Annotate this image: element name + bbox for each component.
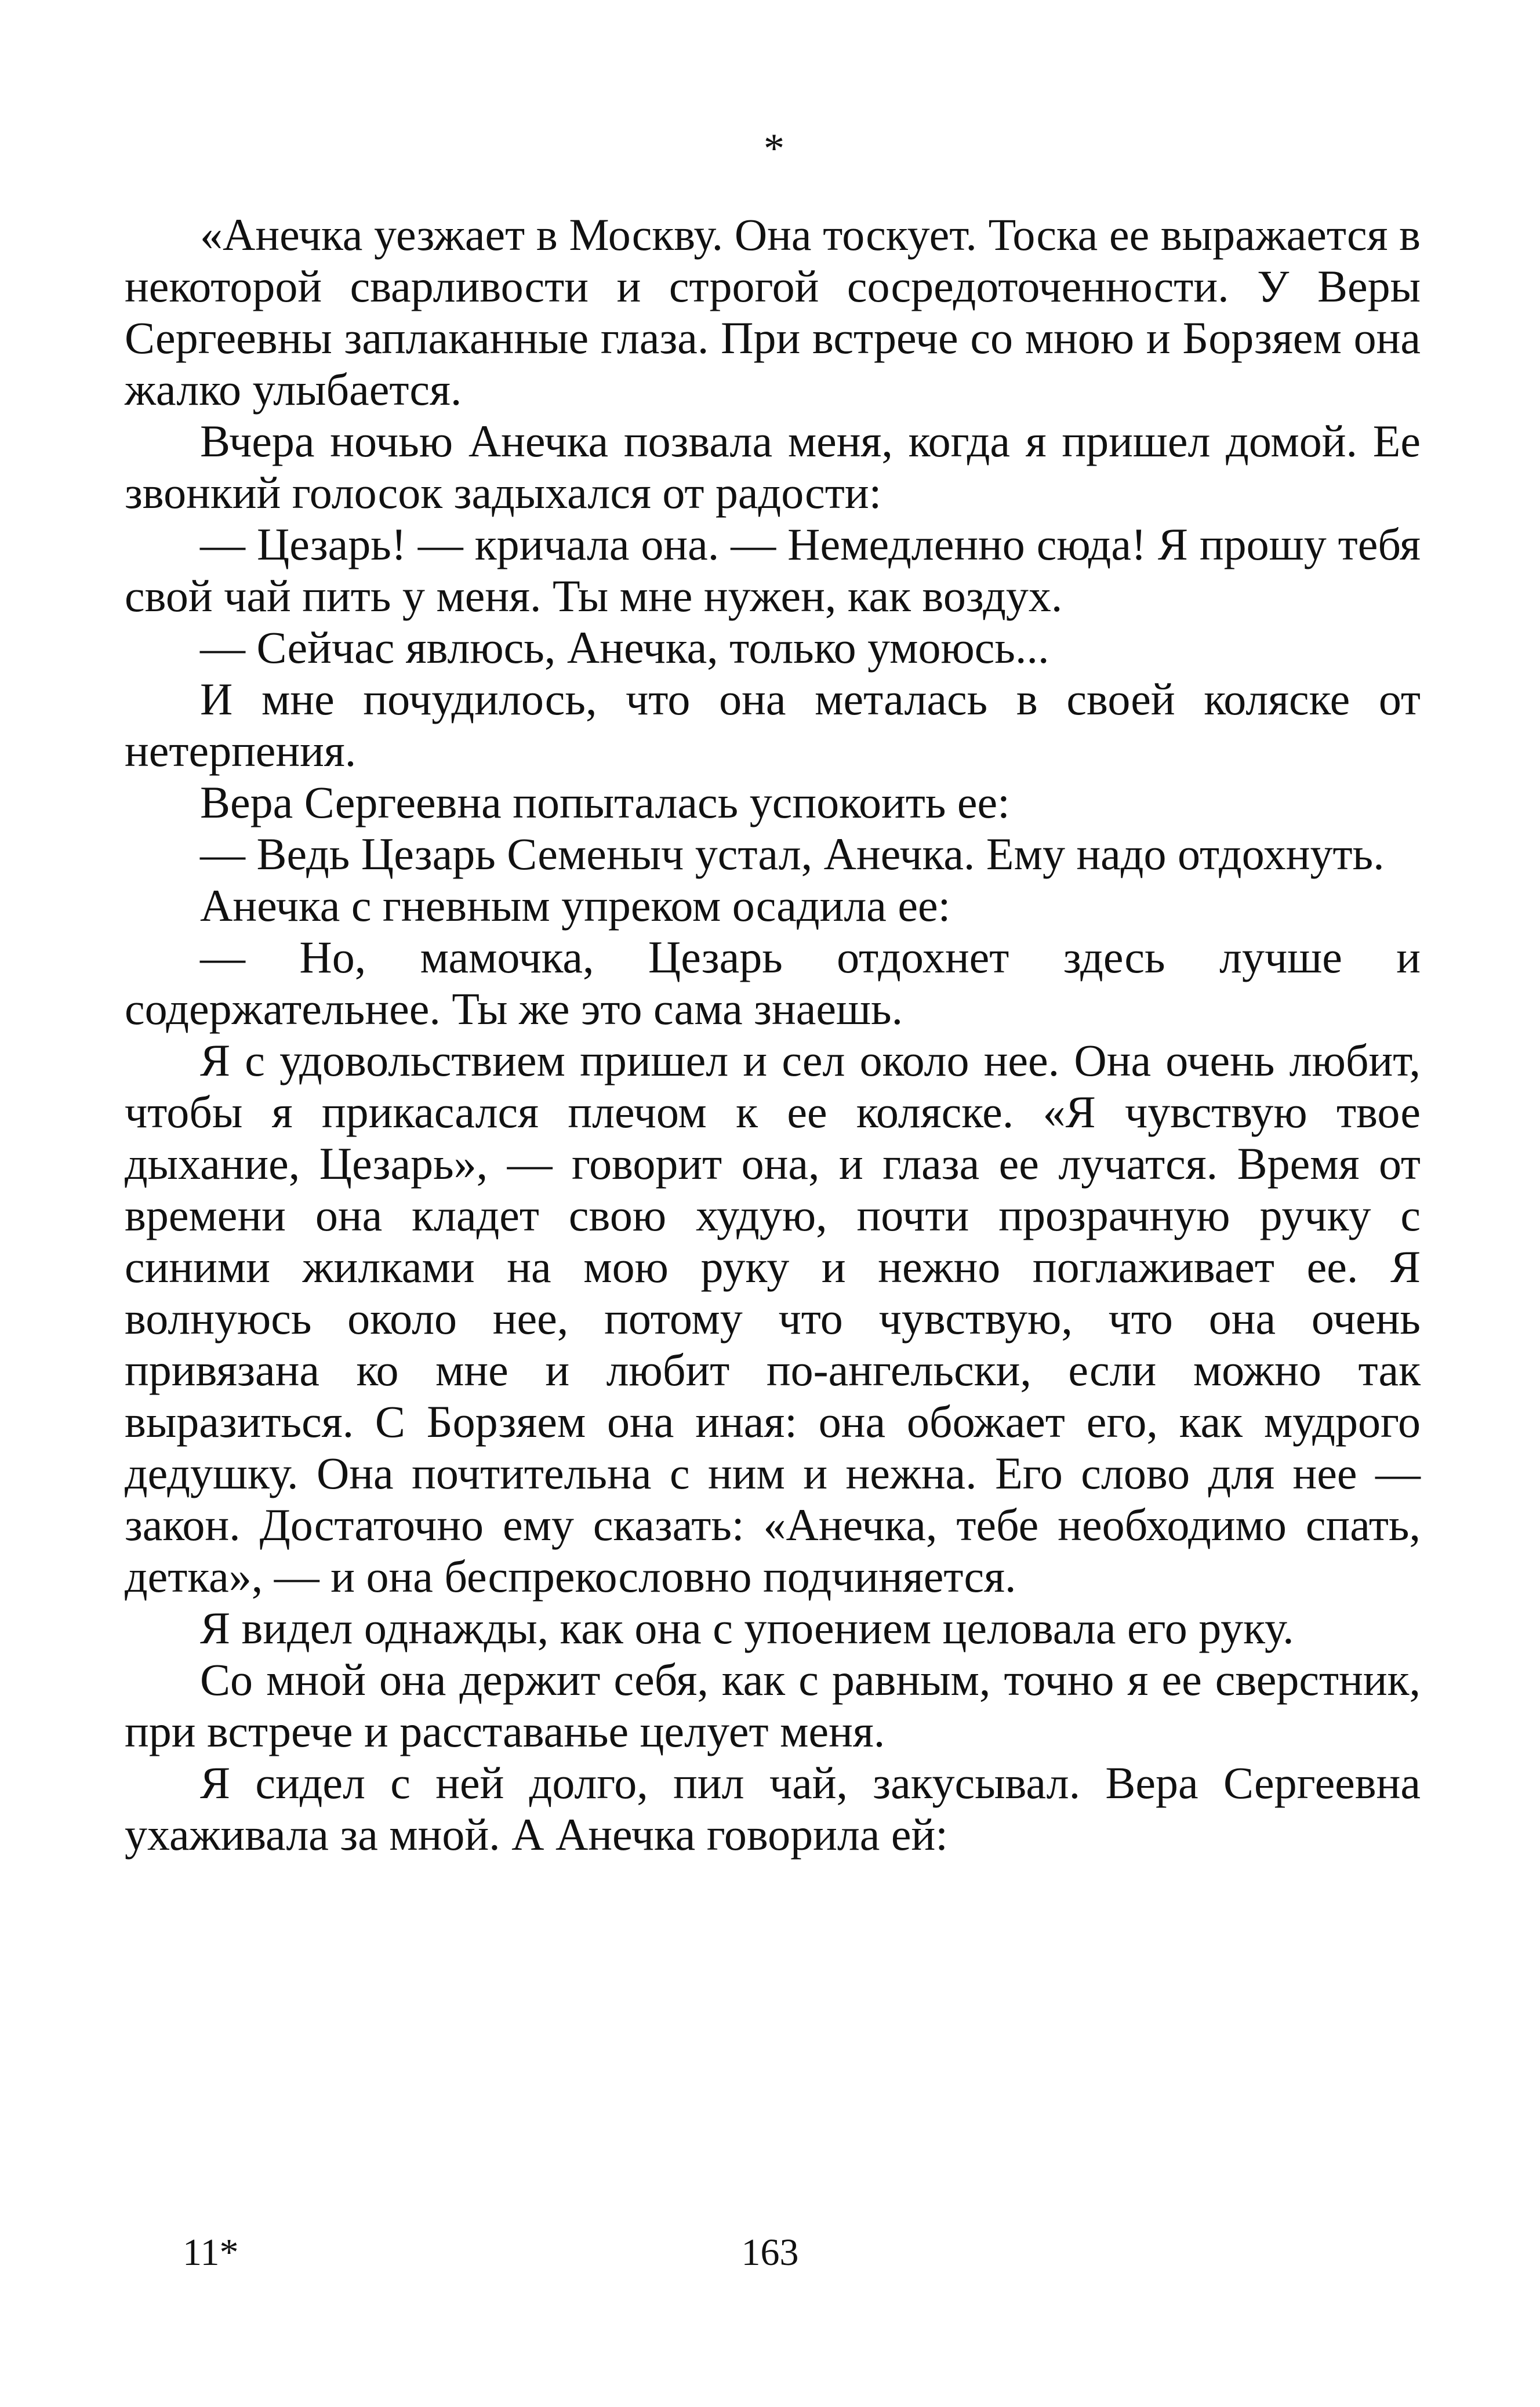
paragraph: — Сейчас явлюсь, Анечка, только умоюсь... xyxy=(200,622,1049,673)
paragraph: Я сидел с ней долго, пил чай, закусывал. Вера Сергеевна ухаживала за мной. А Анечка говорила ей: xyxy=(125,1758,1421,1860)
paragraph: — Но, мамочка, Цезарь отдохнет здесь лучше и содержательнее. Ты же это сама знаешь. xyxy=(125,932,1421,1034)
body-text xyxy=(125,209,1421,1860)
page-number: 163 xyxy=(741,2231,799,2274)
section-ornament: * xyxy=(764,125,784,172)
paragraph: Я с удовольствием пришел и сел около нее. Она очень любит, чтобы я прикасался плечом к ее коляске. «Я чувствую твое дыхание, Цезарь», — говорит она, и глаза ее лучатся. Время от времени она кладет свою худую, почти прозрачную ручку с синими жилками на мою руку и нежно поглаживает ее. Я волнуюсь около нее, потому что чувствую, что она очень привязана ко мне и любит по-ангельски, если можно так выразиться. С Борзяем она иная: она обожает его, как мудрого дедушку. Она почтительна с ним и нежна. Его слово для нее — закон. Достаточно ему сказать: «Анечка, тебе необходимо спать, детка», — и она беспрекословно подчиняется. xyxy=(125,1035,1421,1602)
paragraph: Я видел однажды, как она с упоением целовала его руку. xyxy=(200,1603,1294,1653)
paragraph: Анечка с гневным упреком осадила ее: xyxy=(200,880,951,931)
paragraph: Вчера ночью Анечка позвала меня, когда я пришел домой. Ее звонкий голосок задыхался от радости: xyxy=(125,416,1421,518)
signature-mark: 11* xyxy=(183,2231,239,2274)
paragraph: — Цезарь! — кричала она. — Немедленно сюда! Я прошу тебя свой чай пить у меня. Ты мне нужен, как воздух. xyxy=(125,519,1421,621)
paragraph: — Ведь Цезарь Семеныч устал, Анечка. Ему надо отдохнуть. xyxy=(200,829,1385,879)
paragraph: Вера Сергеевна попыталась успокоить ее: xyxy=(200,777,1010,827)
page-footer xyxy=(0,2227,1540,2285)
paragraph: Со мной она держит себя, как с равным, точно я ее сверстник, при встрече и расставанье целует меня. xyxy=(125,1654,1421,1756)
paragraph: «Анечка уезжает в Москву. Она тоскует. Тоска ее выражается в некоторой сварливости и строгой сосредоточенности. У Веры Сергеевны заплаканные глаза. При встрече со мною и Борзяем она жалко улыбается. xyxy=(125,209,1421,415)
paragraph: И мне почудилось, что она металась в своей коляске от нетерпения. xyxy=(125,674,1421,776)
